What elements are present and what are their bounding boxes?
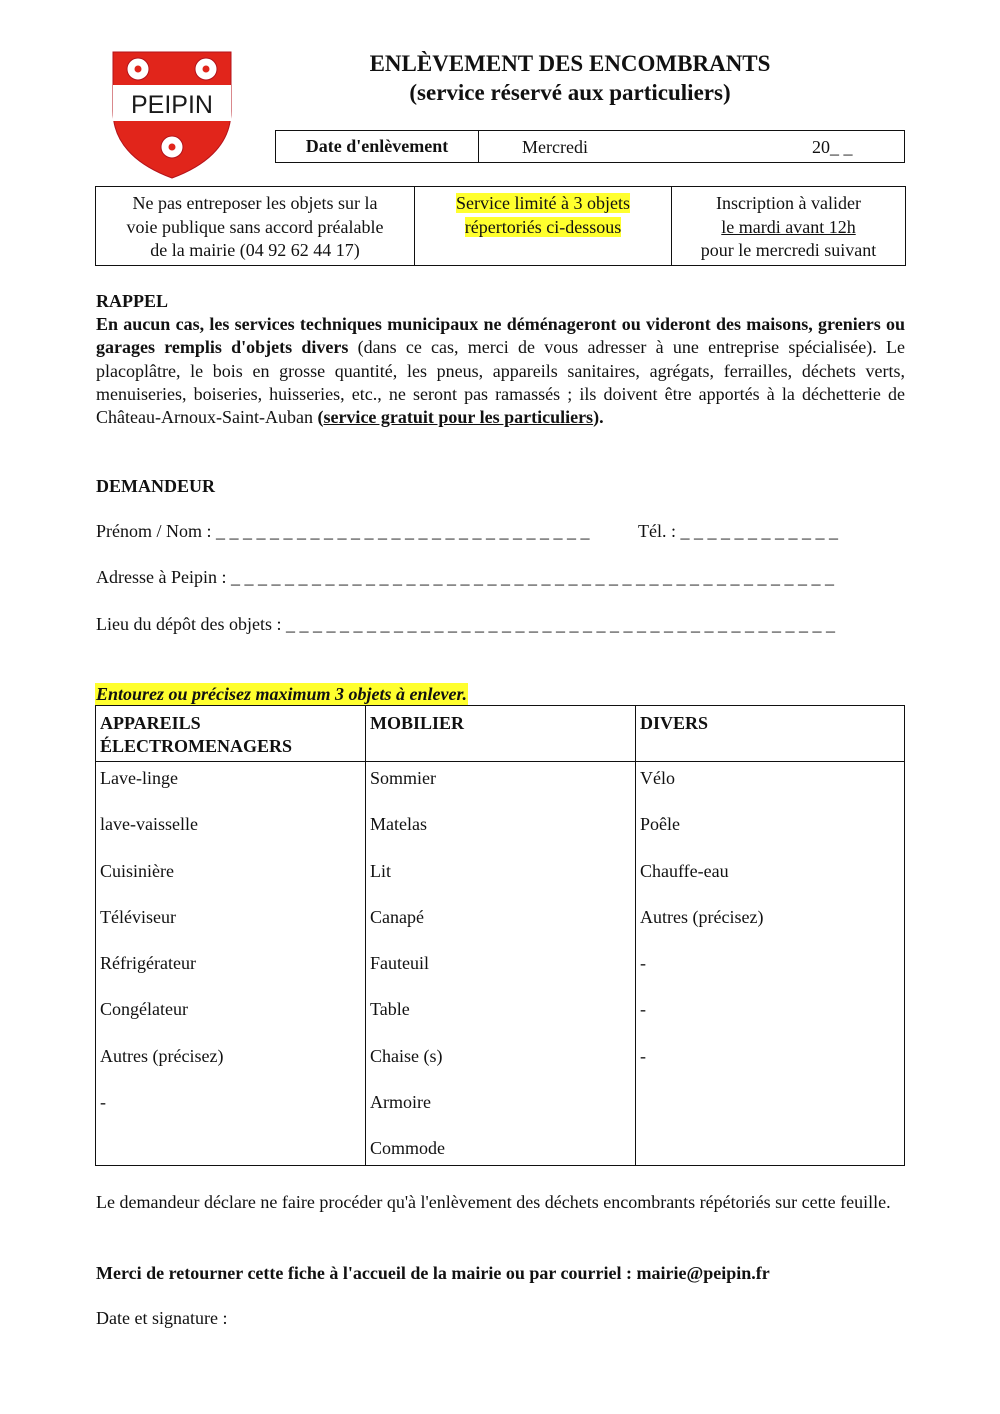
- object-item[interactable]: Vélo: [640, 768, 675, 788]
- object-item[interactable]: Chaise (s): [370, 1045, 443, 1066]
- info-warning-line: Ne pas entreposer les objets sur la: [132, 193, 378, 213]
- object-item[interactable]: Fauteuil: [370, 953, 429, 974]
- objects-table: [95, 705, 905, 1166]
- signature-label[interactable]: Date et signature :: [96, 1308, 228, 1328]
- info-warning-line: voie publique sans accord préalable: [126, 216, 384, 237]
- object-item[interactable]: Lit: [370, 860, 391, 881]
- info-registration-deadline: le mardi avant 12h: [721, 216, 856, 237]
- info-limit: [415, 187, 672, 265]
- peipin-crest-logo: [112, 51, 232, 179]
- object-item[interactable]: Poêle: [640, 814, 680, 835]
- date-year-field[interactable]: 20_ _: [812, 137, 853, 157]
- rappel-text: En aucun cas, les services techniques municipaux ne déménageront ou videront des maisons, greniers ou garages remplis d'objets divers (dans ce cas, merci de vous adresser à une entreprise spécialisée). Le placoplâtre, le bois en grosse quantité, les pneus, appareils sanitaires, agrégats, ferrailles, déchets verts, menuiseries, boiseries, huisseries, etc., ne seront pas ramassés ; ils doivent être apportés à la déchetterie de Château-Arnoux-Saint-Auban (service gratuit pour les particuliers).: [96, 314, 906, 428]
- object-item[interactable]: -: [640, 1045, 646, 1066]
- instruction-highlight: Entourez ou précisez maximum 3 objets à enlever.: [96, 684, 468, 704]
- object-item[interactable]: Lave-linge: [100, 768, 178, 788]
- object-item[interactable]: Armoire: [370, 1092, 431, 1113]
- object-item[interactable]: Table: [370, 999, 410, 1020]
- object-item[interactable]: Commode: [370, 1138, 445, 1159]
- object-item[interactable]: Réfrigérateur: [100, 953, 196, 974]
- object-item[interactable]: Canapé: [370, 906, 424, 927]
- date-day: Mercredi: [522, 137, 588, 157]
- info-box: [95, 186, 906, 266]
- object-item[interactable]: Matelas: [370, 814, 427, 835]
- info-registration-line: pour le mercredi suivant: [700, 240, 877, 260]
- info-warning-line: de la mairie (04 92 62 44 17): [150, 240, 360, 260]
- misc-column: [636, 706, 904, 1165]
- phone-field[interactable]: Tél. : _ _ _ _ _ _ _ _ _ _ _ _: [638, 521, 838, 541]
- object-item[interactable]: lave-vaisselle: [100, 814, 198, 835]
- object-item[interactable]: -: [640, 999, 646, 1020]
- crest-text: PEIPIN: [131, 91, 213, 119]
- page-subtitle: (service réservé aux particuliers): [409, 80, 731, 105]
- info-warning: [96, 187, 415, 265]
- object-item[interactable]: Sommier: [370, 768, 436, 788]
- declaration-text: Le demandeur déclare ne faire procéder qu'à l'enlèvement des déchets encombrants répétoriés sur cette feuille.: [96, 1192, 891, 1212]
- address-field[interactable]: Adresse à Peipin : _ _ _ _ _ _ _ _ _ _ _ _ _ _ _ _ _ _ _ _ _ _ _ _ _ _ _ _ _ _ _ _ _ _ _ _ _ _ _ _ _ _ _ _ _: [96, 567, 834, 587]
- info-registration-line: Inscription à valider: [716, 193, 861, 213]
- object-item[interactable]: Téléviseur: [100, 906, 176, 927]
- deposit-location-field[interactable]: Lieu du dépôt des objets : _ _ _ _ _ _ _ _ _ _ _ _ _ _ _ _ _ _ _ _ _ _ _ _ _ _ _ _ _ _ _ _ _ _ _ _ _ _ _ _ _: [96, 614, 835, 634]
- date-box: [275, 130, 905, 163]
- furniture-column: [366, 706, 636, 1165]
- info-registration: [672, 187, 905, 265]
- appliances-column: [96, 706, 366, 1165]
- object-item[interactable]: Congélateur: [100, 999, 188, 1020]
- info-limit-line: Service limité à 3 objets: [456, 193, 630, 213]
- object-item[interactable]: Chauffe-eau: [640, 860, 729, 881]
- name-field[interactable]: Prénom / Nom : _ _ _ _ _ _ _ _ _ _ _ _ _ _ _ _ _ _ _ _ _ _ _ _ _ _ _ _: [96, 521, 590, 541]
- date-label: Date d'enlèvement: [276, 131, 479, 162]
- object-item[interactable]: Cuisinière: [100, 860, 174, 881]
- object-item[interactable]: Autres (précisez): [100, 1045, 224, 1066]
- misc-header: DIVERS: [636, 706, 904, 762]
- appliances-header: APPAREILS ÉLECTROMENAGERS: [96, 706, 365, 762]
- object-item[interactable]: -: [100, 1092, 106, 1113]
- info-limit-line: répertoriés ci-dessous: [464, 216, 622, 237]
- object-item[interactable]: Autres (précisez): [640, 906, 764, 927]
- furniture-header: MOBILIER: [366, 706, 635, 762]
- return-instructions: Merci de retourner cette fiche à l'accueil de la mairie ou par courriel : mairie@peipin.fr: [96, 1263, 770, 1283]
- page-title: ENLÈVEMENT DES ENCOMBRANTS: [369, 51, 771, 76]
- demandeur-heading: DEMANDEUR: [96, 476, 215, 496]
- object-item[interactable]: -: [640, 953, 646, 974]
- rappel-heading: RAPPEL: [96, 291, 168, 311]
- rappel-section: [96, 290, 905, 429]
